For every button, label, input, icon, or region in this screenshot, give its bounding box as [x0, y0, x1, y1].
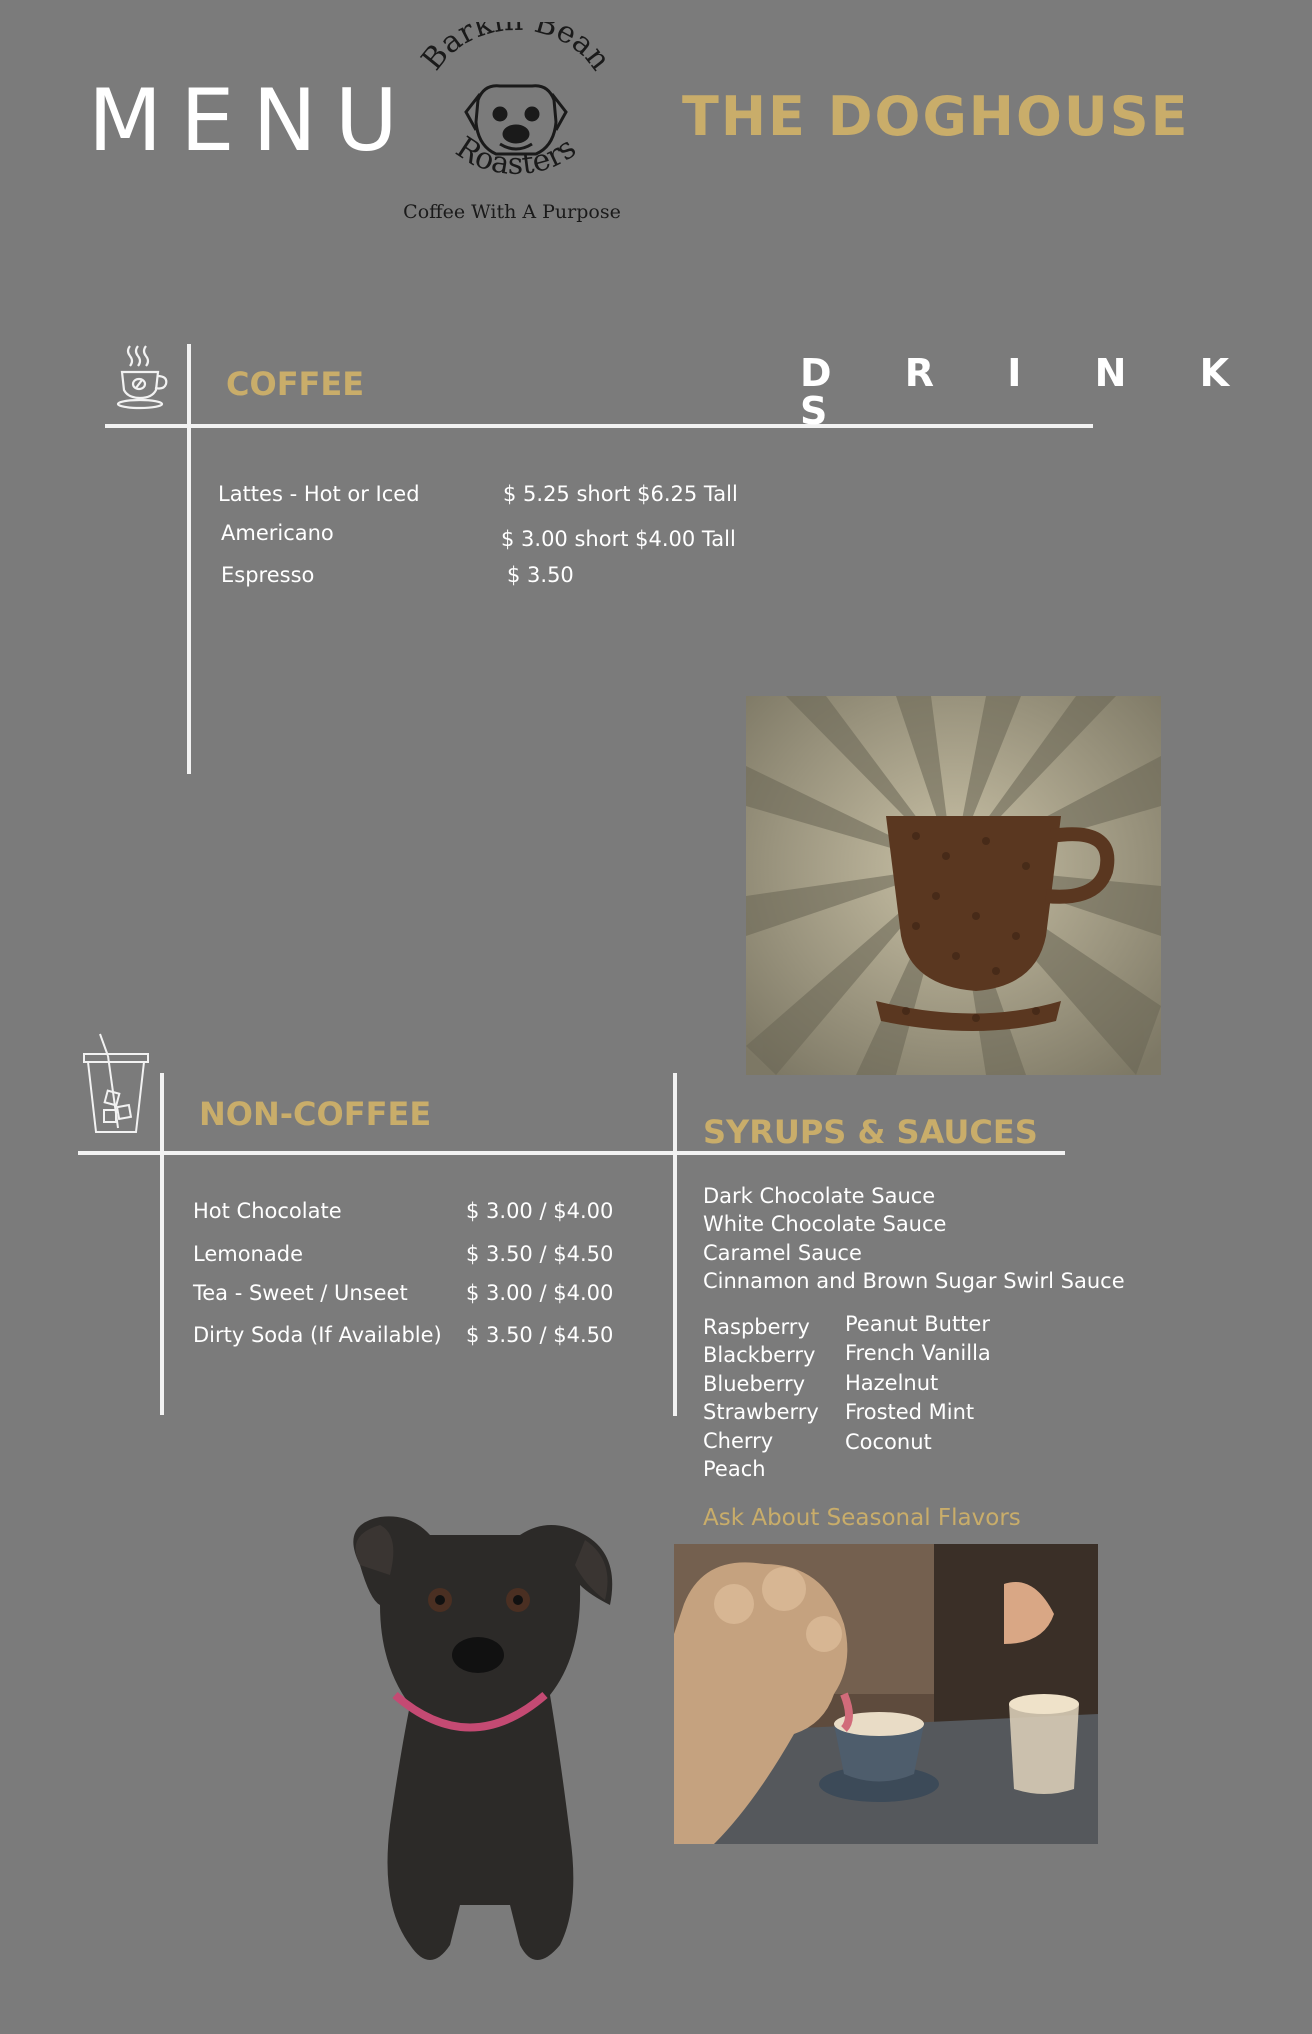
iced-drink-icon [78, 1032, 138, 1102]
coffee-vertical-divider [187, 344, 191, 774]
coffee-item-name: Lattes - Hot or Iced [218, 482, 420, 506]
coffee-cup-icon [112, 342, 172, 412]
non-coffee-item-price: $ 3.00 / $4.00 [466, 1281, 614, 1305]
non-coffee-item-name: Dirty Soda (If Available) [193, 1323, 442, 1347]
flavor-item: Hazelnut [845, 1371, 939, 1395]
menu-title: MENU [88, 71, 416, 171]
sauce-item: Cinnamon and Brown Sugar Swirl Sauce [703, 1269, 1125, 1293]
flavor-item: Frosted Mint [845, 1400, 975, 1424]
coffee-item-name: Espresso [221, 563, 315, 587]
non-coffee-item-price: $ 3.00 / $4.00 [466, 1199, 614, 1223]
non-coffee-item-name: Hot Chocolate [193, 1199, 342, 1223]
coffee-item-price: $ 5.25 short $6.25 Tall [503, 482, 738, 506]
poodle-latte-photo [674, 1544, 1098, 1844]
seasonal-flavors-note: Ask About Seasonal Flavors [703, 1505, 1021, 1531]
flavor-item: Peanut Butter [845, 1312, 990, 1336]
syrups-vertical-divider [673, 1073, 677, 1416]
non-coffee-section-title: NON-COFFEE [199, 1095, 432, 1133]
brand-logo [396, 22, 636, 232]
non-coffee-item-name: Tea - Sweet / Unseet [193, 1281, 408, 1305]
non-coffee-item-name: Lemonade [193, 1242, 303, 1266]
non-coffee-vertical-divider [160, 1073, 164, 1415]
logo-brand-top: Barki Bean [414, 22, 618, 78]
sauce-item: White Chocolate Sauce [703, 1212, 947, 1236]
logo-brand-bottom: Roasters [449, 130, 583, 182]
non-coffee-item-price: $ 3.50 / $4.50 [466, 1242, 614, 1266]
non-coffee-item-price: $ 3.50 / $4.50 [466, 1323, 614, 1347]
logo-tagline: Coffee With A Purpose [403, 201, 621, 223]
svg-text:Barkin Bean [415, 22, 617, 77]
coffee-beans-photo [746, 696, 1161, 1075]
flavor-item: Blackberry [703, 1343, 816, 1367]
sauce-item: Dark Chocolate Sauce [703, 1184, 936, 1208]
flavor-item: Blueberry [703, 1372, 806, 1396]
coffee-item-price: $ 3.50 [507, 563, 574, 587]
syrups-horizontal-divider [675, 1151, 1065, 1155]
coffee-item-name: Americano [221, 521, 334, 545]
drinks-label: D R I N K S [800, 351, 1260, 433]
black-dog-photo [320, 1505, 630, 1975]
syrups-section-title: SYRUPS & SAUCES [703, 1113, 1038, 1151]
flavor-item: Peach [703, 1457, 766, 1481]
coffee-section-title: COFFEE [226, 365, 365, 403]
sauce-item: Caramel Sauce [703, 1241, 862, 1265]
non-coffee-horizontal-divider [78, 1151, 678, 1155]
shop-name: THE DOGHOUSE [682, 85, 1190, 148]
flavor-item: Coconut [845, 1430, 932, 1454]
flavor-item: Raspberry [703, 1315, 810, 1339]
flavor-item: French Vanilla [845, 1341, 991, 1365]
coffee-item-price: $ 3.00 short $4.00 Tall [501, 527, 736, 551]
flavor-item: Cherry [703, 1429, 774, 1453]
flavor-item: Strawberry [703, 1400, 819, 1424]
